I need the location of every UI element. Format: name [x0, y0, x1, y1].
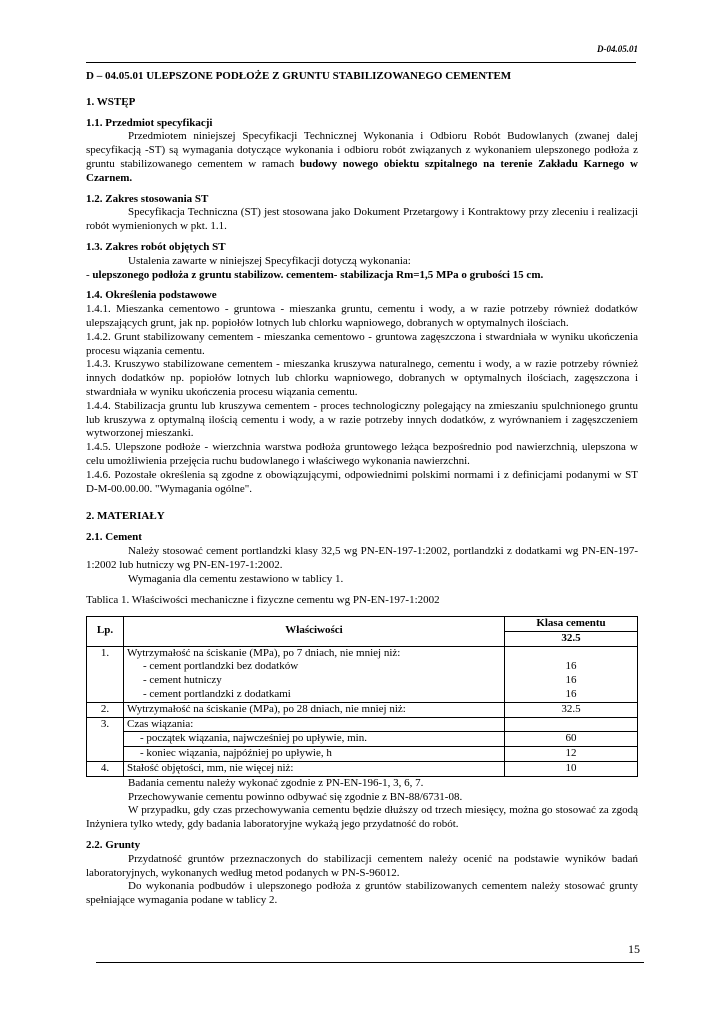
bullet-dash: -: [86, 268, 93, 281]
row-1-values: [505, 646, 638, 702]
page-number: 15: [628, 942, 640, 956]
definition-1-4-2: 1.4.2. Grunt stabilizowany cementem - mieszanka cementowo - gruntowa zagęszczona i stwardniała w wyniku ukończenia procesu wiązania cementu.: [86, 330, 638, 357]
row-2-lp: 2.: [87, 702, 124, 717]
col-class-value: 32.5: [505, 631, 638, 646]
row-3-val-2: 12: [505, 747, 638, 762]
section-2-1-p1: Należy stosować cement portlandzki klasy 32,5 wg PN-EN-197-1:2002, portlandzki z dodatkami wg PN-EN-197-1:2002 lub hutniczy wg PN-EN-197-1:2002.: [86, 544, 638, 571]
section-2-2-heading: 2.2. Grunty: [86, 839, 141, 852]
row-1-val-2: 16: [565, 674, 577, 687]
row-2-val: 32.5: [505, 702, 638, 717]
table-caption: Tablica 1. Właściwości mechaniczne i fizyczne cementu wg PN-EN-197-1:2002: [86, 594, 440, 607]
section-1-3-heading: 1.3. Zakres robót objętych ST: [86, 240, 226, 253]
row-1-prop-title: Wytrzymałość na ściskanie (MPa), po 7 dniach, nie mniej niż:: [127, 646, 401, 659]
section-2-1-p3: Badania cementu należy wykonać zgodnie z PN-EN-196-1, 3, 6, 7.: [128, 776, 424, 789]
row-3-lp: 3.: [87, 717, 124, 761]
row-1-lp: 1.: [87, 646, 124, 702]
section-2-2-p2: Do wykonania podbudów i ulepszonego podłoża z gruntów stabilizowanych cementem należy stosować grunty spełniające wymagania podane w tablicy 2.: [86, 880, 638, 907]
section-1-heading: 1. WSTĘP: [86, 95, 136, 108]
definition-1-4-6: 1.4.6. Pozostałe określenia są zgodne z obowiązującymi, odpowiednimi polskimi normami i z definicjami podanymi w ST D-M-00.00.00. "Wymagania ogólne".: [86, 468, 638, 495]
section-1-1-text-a: Przedmiotem niniejszej Specyfikacji Technicznej Wykonania i Odbioru Robót Budowlanych (zwanej dalej specyfikacją -ST) są wymagania dotyczące wykonania i odbioru robót związanych z wykonaniem ulepszonego podłoża z gruntu stabilizowanego cementem w ramach: [86, 130, 638, 170]
document-title: D – 04.05.01 ULEPSZONE PODŁOŻE Z GRUNTU STABILIZOWANEGO CEMENTEM: [86, 70, 512, 82]
row-1-val-1: 16: [565, 660, 577, 673]
definition-1-4-5: 1.4.5. Ulepszone podłoże - wierzchnia warstwa podłoża gruntowego leżąca bezpośrednio pod nawierzchnią, ulepszona w celu umożliwienia przejęcia ruchu budowlanego i właściwego wykonania nawierzchni.: [86, 441, 638, 467]
section-1-2-text: Specyfikacja Techniczna (ST) jest stosowana jako Dokument Przetargowy i Kontraktowy przy zleceniu i realizacji robót wymienionych w pkt. 1.1.: [86, 206, 638, 233]
table-row: [87, 717, 638, 732]
table-row: [87, 747, 638, 762]
section-1-1-heading: 1.1. Przedmiot specyfikacji: [86, 116, 213, 129]
row-1-sub-2: - cement hutniczy: [143, 674, 222, 687]
header-rule: [86, 62, 636, 63]
section-2-1-p5: W przypadku, gdy czas przechowywania cementu będzie dłuższy od trzech miesięcy, można go stosować za zgodą Inżyniera tylko wtedy, gdy badania laboratoryjne wykażą jego przydatność do robót.: [86, 804, 638, 831]
row-2-prop: Wytrzymałość na ściskanie (MPa), po 28 dniach, nie mniej niż:: [124, 702, 505, 717]
row-1-sub-1: - cement portlandzki bez dodatków: [143, 660, 299, 673]
row-1-sub-3: - cement portlandzki z dodatkami: [143, 688, 291, 701]
cement-properties-table: [86, 616, 638, 777]
table-row: [87, 702, 638, 717]
row-3-val-1: 60: [505, 732, 638, 747]
section-1-4-heading: 1.4. Określenia podstawowe: [86, 289, 217, 302]
section-1-3-text: Ustalenia zawarte w niniejszej Specyfikacji dotyczą wykonania:: [128, 254, 411, 267]
table-row: [87, 646, 638, 702]
table-header-row: [87, 617, 638, 632]
definition-1-4-1: 1.4.1. Mieszanka cementowo - gruntowa - mieszanka gruntu, cementu i wody, a w razie potrzeby również dodatków ulepszających grunt, jak np. popiołów lotnych lub chlorku wapniowego, dobranych w optymalnych ilościach.: [86, 303, 638, 329]
col-properties: Właściwości: [124, 617, 505, 647]
section-2-heading: 2. MATERIAŁY: [86, 510, 165, 523]
definition-1-4-4: 1.4.4. Stabilizacja gruntu lub kruszywa cementem - proces technologiczny polegający na zmieszaniu spulchnionego gruntu lub kruszywa z optymalną ilością cementu i wody, a w razie potrzeby innych dodatków, z wyrównaniem i zagęszczeniem wytworzonej mieszanki.: [86, 399, 638, 440]
section-1-1-text-bold: budowy nowego obiektu szpitalnego na terenie Zakładu Karnego w Czarnem.: [86, 157, 638, 184]
footer-rule: [96, 962, 644, 963]
header-code: D-04.05.01: [597, 44, 638, 54]
row-3-sub-1: - początek wiązania, najwcześniej po upływie, min.: [124, 732, 505, 747]
bullet-text: ulepszonego podłoża z gruntu stabilizow. cementem- stabilizacja Rm=1,5 MPa o grubości 15 cm.: [92, 268, 544, 281]
section-1-1-text: [86, 130, 638, 185]
table-row: [87, 732, 638, 747]
table-row: [87, 762, 638, 777]
section-2-1-heading: 2.1. Cement: [86, 531, 142, 544]
col-lp: Lp.: [87, 617, 124, 647]
row-3-sub-2: - koniec wiązania, najpóźniej po upływie, h: [124, 747, 505, 762]
document-body: [86, 66, 638, 908]
section-2-2-p1: Przydatność gruntów przeznaczonych do stabilizacji cementem należy ocenić na podstawie wyników badań laboratoryjnych, wykonanych według metod podanych w PN-S-96012.: [86, 852, 638, 879]
row-4-val: 10: [505, 762, 638, 777]
section-1-3-bullet: [86, 269, 638, 283]
section-2-1-p2: Wymagania dla cementu zestawiono w tablicy 1.: [128, 572, 344, 585]
col-cement-class: Klasa cementu: [505, 617, 638, 632]
section-1-2-heading: 1.2. Zakres stosowania ST: [86, 192, 209, 205]
row-3-prop: Czas wiązania:: [124, 717, 505, 732]
definition-1-4-3: 1.4.3. Kruszywo stabilizowane cementem - mieszanka kruszywa naturalnego, cementu i wody, a w razie potrzeby również innych dodatków np. popiołów lotnych lub chlorku wapniowego, dobranych w optymalnych ilościach, zagęszczona i stwardniała w wyniku ukończenia procesu wiązania cementu.: [86, 358, 638, 398]
row-4-lp: 4.: [87, 762, 124, 777]
section-2-1-p4: Przechowywanie cementu powinno odbywać się zgodnie z BN-88/6731-08.: [128, 790, 463, 803]
row-1-val-3: 16: [565, 688, 577, 701]
row-1-prop: [124, 646, 505, 702]
row-4-prop: Stałość objętości, mm, nie więcej niż:: [124, 762, 505, 777]
